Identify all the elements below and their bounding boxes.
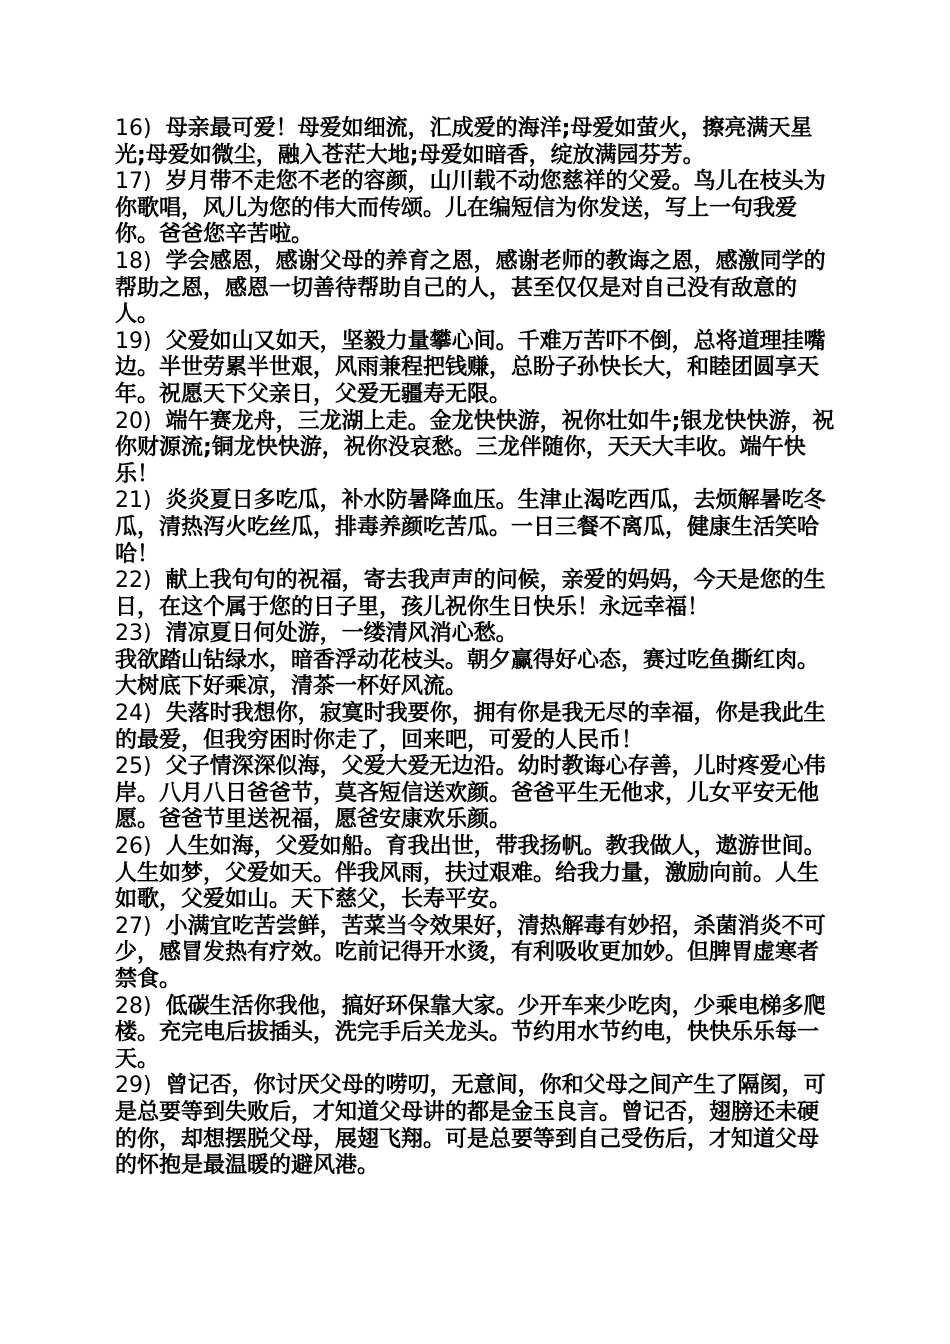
- item-text: 小满宜吃苦尝鲜，苦菜当令效果好，清热解毒有妙招，杀菌消炎不可少，感冒发热有疗效。吃前记得开水烫，有利吸收更加妙。但脾胃虚寒者禁食。: [115, 913, 826, 992]
- item-text: 端午赛龙舟，三龙湖上走。金龙快快游，祝你壮如牛;银龙快快游，祝你财源流;铜龙快快游，祝你没哀愁。三龙伴随你，天天大丰收。端午快乐！: [115, 408, 835, 487]
- list-item: [115, 409, 840, 489]
- item-text: 低碳生活你我他，搞好环保靠大家。少开车来少吃肉，少乘电梯多爬楼。充完电后拔插头，洗完手后关龙头。节约用水节约电，快快乐乐每一天。: [115, 993, 826, 1072]
- item-text: 失落时我想你，寂寞时我要你，拥有你是我无尽的幸福，你是我此生的最爱，但我穷困时你走了，回来吧，可爱的人民币！: [115, 701, 826, 753]
- item-text: 母亲最可爱！母爱如细流，汇成爱的海洋;母爱如萤火，擦亮满天星光;母爱如微尘，融入苍茫大地;母爱如暗香，绽放满园芬芳。: [115, 116, 813, 168]
- list-item: [115, 834, 840, 914]
- item-text: 炎炎夏日多吃瓜，补水防暑降血压。生津止渴吃西瓜，去烦解暑吃冬瓜，清热泻火吃丝瓜，排毒养颜吃苦瓜。一日三餐不离瓜，健康生活笑哈哈！: [115, 488, 826, 567]
- list-item: [115, 994, 840, 1074]
- item-number: 19): [115, 328, 152, 354]
- item-text: 学会感恩，感谢父母的养育之恩，感谢老师的教诲之恩，感激同学的帮助之恩，感恩一切善待帮助自己的人，甚至仅仅是对自己没有敌意的人。: [115, 248, 826, 328]
- item-text: 献上我句句的祝福，寄去我声声的问候，亲爱的妈妈，今天是您的生日，在这个属于您的日子里，孩儿祝你生日快乐！永远幸福！: [115, 568, 826, 620]
- item-number: 29): [115, 1073, 152, 1099]
- list-item: [115, 621, 840, 648]
- item-number: 27): [115, 913, 152, 939]
- list-item: [115, 568, 840, 621]
- item-text: 曾记否，你讨厌父母的唠叨，无意间，你和父母之间产生了隔阂，可是总要等到失败后，才知道父母讲的都是金玉良言。曾记否，翅膀还未硬的你，却想摆脱父母，展翅飞翔。可是总要等到自己受伤后，才知道父母的怀抱是最温暖的避风港。: [115, 1073, 826, 1179]
- list-item: [115, 329, 840, 409]
- item-number: 25): [115, 754, 152, 780]
- item-number: 22): [115, 568, 152, 594]
- item-text: 岁月带不走您不老的容颜，山川载不动您慈祥的父爱。鸟儿在枝头为你歌唱，风儿为您的伟大而传颂。儿在编短信为你发送，写上一句我爱你。爸爸您辛苦啦。: [115, 169, 826, 248]
- item-number: 24): [115, 701, 152, 727]
- list-item: [115, 488, 840, 568]
- item-number: 21): [115, 488, 152, 514]
- item-text: 我欲踏山钻绿水，暗香浮动花枝头。朝夕赢得好心态，赛过吃鱼撕红肉。大树底下好乘凉，清茶一杯好风流。: [115, 647, 820, 700]
- list-item: [115, 914, 840, 994]
- list-item: [115, 754, 840, 834]
- list-item: [115, 169, 840, 249]
- list-item: [115, 701, 840, 754]
- item-text: 父子情深深似海，父爱大爱无边沿。幼时教诲心存善，儿时疼爱心伟岸。八月八日爸爸节，莫吝短信送欢颜。爸爸平生无他求，儿女平安无他愿。爸爸节里送祝福，愿爸安康欢乐颜。: [115, 754, 826, 833]
- item-number: 16): [115, 116, 152, 141]
- document-body: [115, 116, 840, 1180]
- item-number: 17): [115, 169, 152, 195]
- item-text: 人生如海，父爱如船。育我出世，带我扬帆。教我做人，遨游世间。人生如梦，父爱如天。伴我风雨，扶过艰难。给我力量，激励向前。人生如歌，父爱如山。天下慈父，长寿平安。: [115, 834, 826, 913]
- item-number: 23): [115, 621, 152, 647]
- list-item: [115, 116, 840, 169]
- list-item: [115, 1073, 840, 1179]
- item-text: 父爱如山又如天，坚毅力量攀心间。千难万苦吓不倒，总将道理挂嘴边。半世劳累半世艰，风雨兼程把钱赚，总盼子孙快长大，和睦团圆享天年。祝愿天下父亲日，父爱无疆寿无限。: [115, 328, 826, 407]
- item-number: 26): [115, 834, 152, 860]
- item-number: 20): [115, 408, 152, 434]
- list-item-continuation: [115, 648, 840, 701]
- item-text: 清凉夏日何处游，一缕清风消心愁。: [165, 621, 518, 647]
- item-number: 28): [115, 993, 152, 1019]
- list-item: [115, 249, 840, 329]
- item-number: 18): [115, 248, 152, 274]
